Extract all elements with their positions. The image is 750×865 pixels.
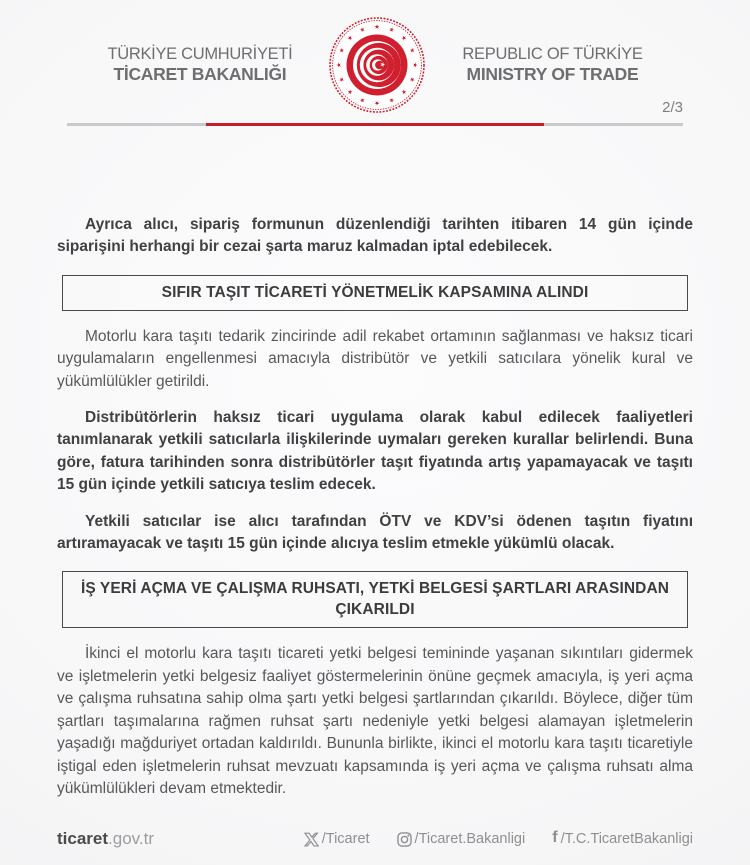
paragraph-cancellation: Ayrıca alıcı, sipariş formunun düzenlendiği tarihten itibaren 14 gün içinde siparişini herhangi bir cezai şarta maruz kalmadan iptal edebilecek. <box>57 216 693 256</box>
x-icon <box>304 832 319 847</box>
section-heading-zero-vehicle: SIFIR TAŞIT TİCARETİ YÖNETMELİK KAPSAMINA ALINDI <box>62 275 688 311</box>
instagram-icon <box>397 832 412 847</box>
header-divider-accent <box>206 123 544 126</box>
document-body <box>57 214 693 814</box>
org-name-tr-line2: TİCARET BAKANLIĞI <box>113 64 287 85</box>
section-heading-work-permit: İŞ YERİ AÇMA VE ÇALIŞMA RUHSATI, YETKİ BELGESİ ŞARTLARI ARASINDAN ÇIKARILDI <box>62 571 688 628</box>
social-instagram-handle: /Ticaret.Bakanligi <box>414 831 526 847</box>
website-url-rest: .gov.tr <box>108 829 155 848</box>
page-indicator: 2/3 <box>662 99 683 116</box>
social-x <box>304 831 370 847</box>
org-name-tr-line1: TÜRKİYE CUMHURİYETİ <box>107 45 293 64</box>
social-links <box>304 831 693 847</box>
org-name-turkish <box>107 44 292 85</box>
social-facebook <box>552 831 693 847</box>
footer <box>57 829 693 849</box>
social-facebook-handle: /T.C.TicaretBakanligi <box>560 831 693 847</box>
header-divider <box>67 123 683 126</box>
website-url-bold: ticaret <box>57 829 109 848</box>
social-instagram <box>397 831 526 847</box>
paragraph-distributors: Distribütörlerin haksız ticari uygulama olarak kabul edilecek faaliyetleri tanımlanarak yetkili satıcılarla ilişkilerinde uymaları gereken kurallar belirlendi. Buna göre, fatura tarihinden sonra distribütörler taşıt fiyatında artış yapamayacak ve taşıtı 15 gün içinde yetkili satıcıya teslim edecek. <box>57 409 693 494</box>
facebook-icon: f <box>552 829 558 846</box>
paragraph-authorized-sellers: Yetkili satıcılar ise alıcı tarafından ÖTV ve KDV’si ödenen taşıtın fiyatını artıramayacak ve taşıtı 15 gün içinde alıcıya teslim etmekle yükümlü olacak. <box>57 512 693 553</box>
header <box>0 14 750 116</box>
org-name-en-line1: REPUBLIC OF TÜRKİYE <box>462 45 643 64</box>
paragraph-supply-chain: Motorlu kara taşıtı tedarik zincirinde adil rekabet ortamının sağlanması ve haksız ticari uygulamaların engellenmesi amacıyla distribütör ve yetkili satıcılara yönelik kural ve yükümlülükler getirildi. <box>57 327 693 390</box>
org-name-english <box>462 44 642 85</box>
ministry-of-trade-emblem-icon <box>326 14 428 116</box>
paragraph-second-hand: İkinci el motorlu kara taşıtı ticareti yetki belgesi temininde yaşanan sıkıntıları gidermek ve işletmelerin yetki belgesiz faaliyet göstermelerinin önüne geçmek amacıyla, iş yeri açma ve çalışma ruhsatına sahip olma şartı yetki belgesi şartlarından çıkarıldı. Böylece, diğer tüm şartları taşımalarına rağmen ruhsat şartı nedeniyle yetki belgesi alamayan işletmelerin yaşadığı mağduriyet ortadan kaldırıldı. Bununla birlikte, ikinci el motorlu kara taşıtı ticaretiyle iştigal eden işletmelerin ruhsat mevzuatı kapsamında iş yeri açma ve çalışma ruhsatı alma yükümlülükleri devam etmektedir. <box>57 645 693 797</box>
website-url <box>57 829 154 849</box>
social-x-handle: /Ticaret <box>321 831 370 847</box>
org-name-en-line2: MINISTRY OF TRADE <box>466 64 639 85</box>
